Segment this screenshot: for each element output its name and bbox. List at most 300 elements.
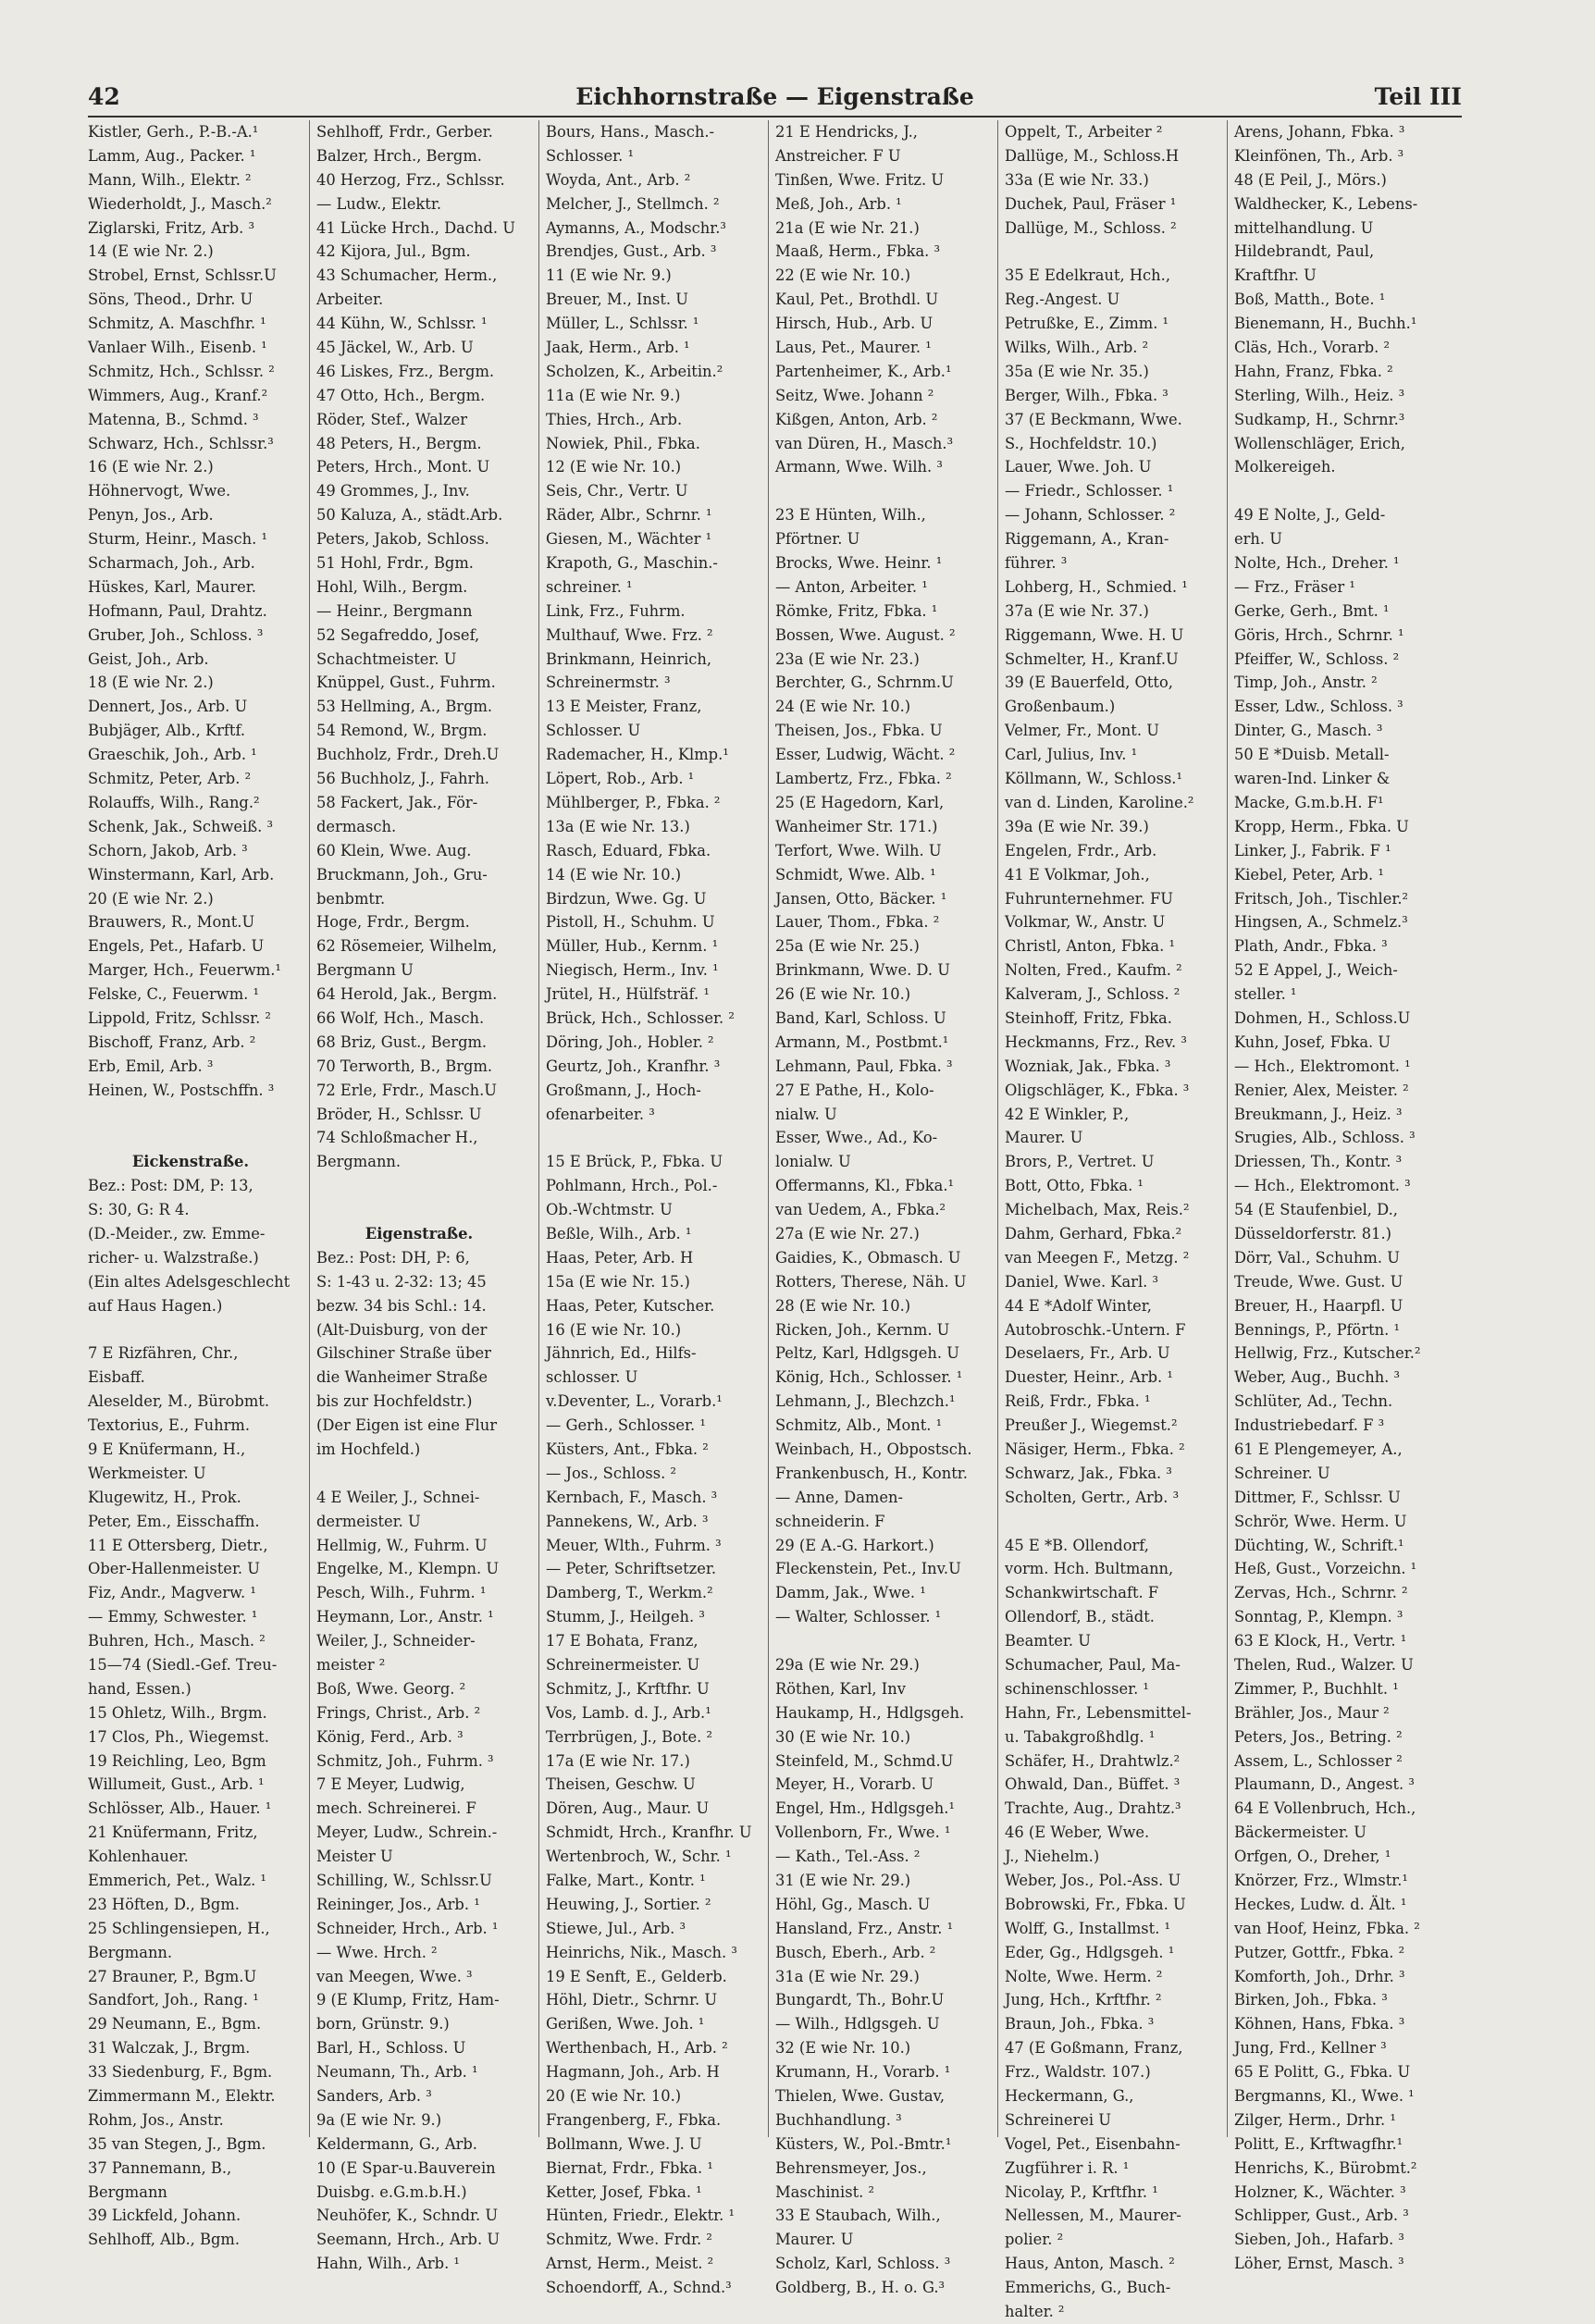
entry-line: Thies, Hrch., Arb. <box>546 410 683 428</box>
entry-line: Terfort, Wwe. Wilh. U <box>775 841 942 859</box>
entry-line: u. Tabakgroßhdlg. ¹ <box>1005 1727 1156 1746</box>
entry-line: Reininger, Jos., Arb. ¹ <box>316 1895 480 1913</box>
entry-line: Haukamp, H., Hdlgsgeh. <box>775 1703 965 1722</box>
entry-line: — Peter, Schriftsetzer. <box>546 1560 717 1578</box>
entry-line <box>1234 479 1440 503</box>
entry-line: schlosser. U <box>546 1368 638 1387</box>
entry-line: nialw. U <box>775 1105 837 1123</box>
entry-line: Buchholz, Frdr., Dreh.U <box>316 746 500 764</box>
entry-line: Mann, Wilh., Elektr. ² <box>88 170 252 189</box>
entry-line: Schankwirtschaft. F <box>1005 1584 1159 1602</box>
entry-line: 14 (E wie Nr. 10.) <box>546 865 682 884</box>
entry-line: Schachtmeister. U <box>316 649 457 668</box>
entry-line: Pesch, Wilh., Fuhrm. ¹ <box>316 1584 487 1602</box>
entry-line: Birdzun, Wwe. Gg. U <box>546 889 707 908</box>
entry-line: Schreinerei U <box>1005 2110 1112 2129</box>
entry-line: Multhauf, Wwe. Frz. ² <box>546 625 713 644</box>
entry-line: Krumann, H., Vorarb. ¹ <box>775 2063 951 2082</box>
entry-line: 48 Peters, H., Bergm. <box>316 434 482 452</box>
entry-line: Rasch, Eduard, Fbka. <box>546 841 711 859</box>
entry-line: Oligschläger, K., Fbka. ³ <box>1005 1081 1190 1099</box>
entry-line: 12 (E wie Nr. 10.) <box>546 458 682 476</box>
entry-line <box>546 1126 751 1150</box>
entry-line: 49 Grommes, J., Inv. <box>316 482 470 501</box>
entry-line: Politt, E., Krftwagfhr.¹ <box>1234 2134 1403 2153</box>
entry-line: Haus, Anton, Masch. ² <box>1005 2255 1175 2273</box>
entry-line: S: 1-43 u. 2-32: 13; 45 <box>316 1272 487 1291</box>
entry-line: Fuhrunternehmer. FU <box>1005 889 1174 908</box>
entry-line: bezw. 34 bis Schl.: 14. <box>316 1296 487 1315</box>
entry-line: 53 Hellming, A., Brgm. <box>316 698 493 716</box>
entry-line: 56 Buchholz, J., Fahrh. <box>316 770 489 788</box>
entry-line: Hahn, Wilh., Arb. ¹ <box>316 2255 460 2273</box>
entry-line: 16 (E wie Nr. 10.) <box>546 1320 682 1339</box>
entry-line: Brinkmann, Heinrich, <box>546 649 712 668</box>
entry-line: Seitz, Wwe. Johann ² <box>775 386 934 404</box>
column-5 <box>1005 120 1210 2321</box>
entry-line: Kuhn, Josef, Fbka. U <box>1234 1032 1391 1051</box>
entry-line: Göris, Hrch., Schrnr. ¹ <box>1234 625 1404 644</box>
entry-line: bis zur Hochfeldstr.) <box>316 1392 473 1411</box>
entry-line: — Hch., Elektromont. ¹ <box>1234 1057 1411 1075</box>
entry-line: Zugführer i. R. ¹ <box>1005 2158 1130 2177</box>
entry-line: Schlipper, Gust., Arb. ³ <box>1234 2207 1409 2225</box>
entry-line: 15a (E wie Nr. 15.) <box>546 1272 690 1291</box>
entry-line: 14 (E wie Nr. 2.) <box>88 242 214 261</box>
entry-line: Löpert, Rob., Arb. ¹ <box>546 770 695 788</box>
entry-line: Räder, Albr., Schrnr. ¹ <box>546 506 712 525</box>
entry-line: 37 (E Beckmann, Wwe. <box>1005 410 1182 428</box>
entry-line: Gerke, Gerh., Bmt. ¹ <box>1234 601 1390 620</box>
entry-line: Laus, Pet., Maurer. ¹ <box>775 339 932 357</box>
entry-line: Partenheimer, K., Arb.¹ <box>775 362 952 380</box>
entry-line: führer. ³ <box>1005 554 1068 573</box>
entry-line: Frankenbusch, H., Kontr. <box>775 1464 968 1482</box>
entry-line: Lehmann, J., Blechzch.¹ <box>775 1392 956 1411</box>
entry-line: Willumeit, Gust., Arb. ¹ <box>88 1775 265 1794</box>
entry-line: Petrußke, E., Zimm. ¹ <box>1005 315 1169 333</box>
page-header <box>88 80 1462 117</box>
entry-line <box>1005 240 1210 264</box>
entry-line: halter. ² <box>1005 2303 1065 2321</box>
entry-line <box>316 1462 522 1486</box>
entry-line: born, Grünstr. 9.) <box>316 2015 450 2034</box>
entry-line: Weinbach, H., Obpostsch. <box>775 1440 972 1458</box>
entry-line: 17 Clos, Ph., Wiegemst. <box>88 1727 269 1746</box>
entry-line: Goldberg, B., H. o. G.³ <box>775 2279 946 2297</box>
entry-line: 62 Rösemeier, Wilhelm, <box>316 937 498 956</box>
entry-line: Frings, Christ., Arb. ² <box>316 1703 481 1722</box>
entry-line <box>88 1126 293 1150</box>
entry-line: 44 Kühn, W., Schlssr. ¹ <box>316 315 488 333</box>
entry-line: 68 Briz, Gust., Bergm. <box>316 1032 488 1051</box>
entry-line: Waldhecker, K., Lebens- <box>1234 194 1418 213</box>
entry-line: Scholzen, K., Arbeitin.² <box>546 362 723 380</box>
entry-line: Küsters, W., Pol.-Bmtr.¹ <box>775 2134 952 2153</box>
entry-line: Haas, Peter, Arb. H <box>546 1248 694 1267</box>
entry-line: 9a (E wie Nr. 9.) <box>316 2110 442 2129</box>
entry-line: Schumacher, Paul, Ma- <box>1005 1656 1181 1674</box>
column-separator <box>309 120 310 2137</box>
entry-line: Sehlhoff, Frdr., Gerber. <box>316 123 493 141</box>
entry-line: im Hochfeld.) <box>316 1440 421 1458</box>
entry-line: Seis, Chr., Vertr. U <box>546 482 688 501</box>
entry-line: Assem, L., Schlosser ² <box>1234 1751 1403 1770</box>
entry-line: Dinter, G., Masch. ³ <box>1234 722 1383 740</box>
entry-line: 46 (E Weber, Wwe. <box>1005 1823 1150 1842</box>
entry-line: Engels, Pet., Hafarb. U <box>88 937 265 956</box>
entry-line: Buchhandlung. ³ <box>775 2110 902 2129</box>
entry-line: Köllmann, W., Schloss.¹ <box>1005 770 1183 788</box>
entry-line: Bergmanns, Kl., Wwe. ¹ <box>1234 2087 1415 2106</box>
entry-line: Schmitz, Hch., Schlssr. ² <box>88 362 275 380</box>
entry-line: Mühlberger, P., Fbka. ² <box>546 793 721 811</box>
entry-line: schinenschlosser. ¹ <box>1005 1679 1149 1698</box>
entry-line: Maschinist. ² <box>775 2182 875 2201</box>
entry-line: Stumm, J., Heilgeh. ³ <box>546 1608 705 1626</box>
entry-line: — Gerh., Schlosser. ¹ <box>546 1416 706 1435</box>
entry-line: Sonntag, P., Klempn. ³ <box>1234 1608 1403 1626</box>
entry-line: 35 van Stegen, J., Bgm. <box>88 2134 266 2153</box>
entry-line: Müller, Hub., Kernm. ¹ <box>546 937 719 956</box>
entry-line: — Johann, Schlosser. ² <box>1005 506 1176 525</box>
entry-line: Brähler, Jos., Maur ² <box>1234 1703 1390 1722</box>
entry-line: 44 E *Adolf Winter, <box>1005 1296 1152 1315</box>
entry-line: Schorn, Jakob, Arb. ³ <box>88 841 248 859</box>
entry-line <box>1005 1510 1210 1534</box>
entry-line: 13 E Meister, Franz, <box>546 698 702 716</box>
header-rule <box>88 116 1462 117</box>
entry-line: Hüskes, Karl, Maurer. <box>88 577 256 596</box>
entry-line: Hansland, Frz., Anstr. ¹ <box>775 1919 954 1937</box>
entry-line: 21 E Hendricks, J., <box>775 123 918 141</box>
entry-line: Melcher, J., Stellmch. ² <box>546 194 720 213</box>
entry-line: 66 Wolf, Hch., Masch. <box>316 1008 485 1027</box>
entry-line: Lippold, Fritz, Schlssr. ² <box>88 1008 271 1027</box>
entry-line: v.Deventer, L., Vorarb.¹ <box>546 1392 723 1411</box>
entry-line: Heymann, Lor., Anstr. ¹ <box>316 1608 494 1626</box>
entry-line: mittelhandlung. U <box>1234 218 1374 237</box>
entry-line: Bischoff, Franz, Arb. ² <box>88 1032 256 1051</box>
entry-line: Schmidt, Hrch., Kranfhr. U <box>546 1823 752 1842</box>
entry-line <box>316 1198 522 1222</box>
entry-line: Pohlmann, Hrch., Pol.- <box>546 1177 718 1195</box>
entry-line: Textorius, E., Fuhrm. <box>88 1416 251 1435</box>
entry-line: Zimmer, P., Buchhlt. ¹ <box>1234 1679 1399 1698</box>
entry-line: Plaumann, D., Angest. ³ <box>1234 1775 1415 1794</box>
entry-line: Falke, Mart., Kontr. ¹ <box>546 1872 706 1890</box>
entry-line: Kernbach, F., Masch. ³ <box>546 1488 718 1506</box>
column-1 <box>88 120 293 2249</box>
entry-line: Boß, Wwe. Georg. ² <box>316 1679 466 1698</box>
entry-line: Engel, Hm., Hdlgsgeh.¹ <box>775 1799 955 1818</box>
entry-line: — Wwe. Hrch. ² <box>316 1943 438 1961</box>
entry-line: 27 E Pathe, H., Kolo- <box>775 1081 934 1099</box>
entry-line: Bäckermeister. U <box>1234 1823 1366 1842</box>
entry-line: Höhl, Dietr., Schrnr. U <box>546 1991 718 2009</box>
entry-line: Kohlenhauer. <box>88 1848 189 1866</box>
entry-line: 10 (E Spar-u.Bauverein <box>316 2158 496 2177</box>
entry-line: 24 (E wie Nr. 10.) <box>775 698 911 716</box>
entry-line: 7 E Rizfähren, Chr., <box>88 1344 239 1363</box>
entry-line: Meyer, Ludw., Schrein.- <box>316 1823 498 1842</box>
entry-line <box>775 479 981 503</box>
entry-line: 31 (E wie Nr. 29.) <box>775 1872 911 1890</box>
entry-line: Dallüge, M., Schloss. ² <box>1005 218 1177 237</box>
entry-line: Fiz, Andr., Magverw. ¹ <box>88 1584 256 1602</box>
entry-line: Meyer, H., Vorarb. U <box>775 1775 934 1794</box>
entry-line: Bubjäger, Alb., Krftf. <box>88 722 246 740</box>
entry-line: Bergmann. <box>316 1153 402 1171</box>
entry-line: Kraftfhr. U <box>1234 266 1317 285</box>
entry-line: 32 (E wie Nr. 10.) <box>775 2039 911 2058</box>
entry-line: Wertenbroch, W., Schr. ¹ <box>546 1848 732 1866</box>
entry-line: lonialw. U <box>775 1153 851 1171</box>
entry-line: Emmerich, Pet., Walz. ¹ <box>88 1872 266 1890</box>
entry-line: Röthen, Karl, Inv <box>775 1679 906 1698</box>
entry-line: 13a (E wie Nr. 13.) <box>546 817 690 835</box>
entry-line: Gilschiner Straße über <box>316 1344 491 1363</box>
entry-line: Bennings, P., Pförtn. ¹ <box>1234 1320 1401 1339</box>
entry-line: Breuer, M., Inst. U <box>546 290 688 309</box>
entry-line: 19 E Senft, E., Gelderb. <box>546 1967 727 1985</box>
entry-line: Band, Karl, Schloss. U <box>775 1008 946 1027</box>
entry-line: Hünten, Friedr., Elektr. ¹ <box>546 2207 736 2225</box>
entry-line: Dallüge, M., Schloss.H <box>1005 146 1180 165</box>
entry-line: 9 (E Klump, Fritz, Ham- <box>316 1991 500 2009</box>
entry-line: Schreiner. U <box>1234 1464 1330 1482</box>
entry-line: Riggemann, Wwe. H. U <box>1005 625 1184 644</box>
entry-line: Schmelter, H., Kranf.U <box>1005 649 1179 668</box>
entry-line: Maaß, Herm., Fbka. ³ <box>775 242 941 261</box>
entry-line: 39 Lickfeld, Johann. <box>88 2207 241 2225</box>
entry-line: Arens, Johann, Fbka. ³ <box>1234 123 1405 141</box>
entry-line: Zilger, Herm., Drhr. ¹ <box>1234 2110 1396 2129</box>
entry-line: Wozniak, Jak., Fbka. ³ <box>1005 1057 1171 1075</box>
entry-line: Schmitz, Joh., Fuhrm. ³ <box>316 1751 494 1770</box>
entry-line: Heckes, Ludw. d. Ält. ¹ <box>1234 1895 1407 1913</box>
entry-line: 29 (E A.-G. Harkort.) <box>775 1536 934 1554</box>
entry-line: Höhnervogt, Wwe. <box>88 482 231 501</box>
entry-line: Carl, Julius, Inv. ¹ <box>1005 746 1138 764</box>
entry-line: (Alt-Duisburg, von der <box>316 1320 488 1339</box>
entry-line: Bez.: Post: DM, P: 13, <box>88 1177 253 1195</box>
entry-line: Bröder, H., Schlssr. U <box>316 1105 482 1123</box>
entry-line: Scholz, Karl, Schloss. ³ <box>775 2255 951 2273</box>
column-separator <box>768 120 769 2137</box>
entry-line: Heinen, W., Postschffn. ³ <box>88 1081 275 1099</box>
entry-line: Duchek, Paul, Fräser ¹ <box>1005 194 1177 213</box>
entry-line: van Hoof, Heinz, Fbka. ² <box>1234 1919 1420 1937</box>
entry-line: Kißgen, Anton, Arb. ² <box>775 410 938 428</box>
entry-line <box>88 1103 293 1127</box>
entry-line: Riggemann, A., Kran- <box>1005 530 1169 549</box>
entry-line: Schenk, Jak., Schweiß. ³ <box>88 817 274 835</box>
entry-line: Trachte, Aug., Drahtz.³ <box>1005 1799 1181 1818</box>
entry-line: Schreinermstr. ³ <box>546 674 671 692</box>
entry-line: Esser, Wwe., Ad., Ko- <box>775 1129 938 1147</box>
entry-line: Armann, M., Postbmt.¹ <box>775 1032 949 1051</box>
entry-line: Geist, Joh., Arb. <box>88 649 209 668</box>
column-4 <box>775 120 981 2297</box>
entry-line: 16 (E wie Nr. 2.) <box>88 458 214 476</box>
entry-line: Scholten, Gertr., Arb. ³ <box>1005 1488 1180 1506</box>
entry-line: Bossen, Wwe. August. ² <box>775 625 956 644</box>
entry-line: Armann, Wwe. Wilh. ³ <box>775 458 943 476</box>
entry-line: Behrensmeyer, Jos., <box>775 2158 927 2177</box>
entry-line: Penyn, Jos., Arb. <box>88 506 214 525</box>
entry-line: Schlosser. ¹ <box>546 146 634 165</box>
entry-line: 63 E Klock, H., Vertr. ¹ <box>1234 1632 1407 1650</box>
entry-line: Hingsen, A., Schmelz.³ <box>1234 913 1408 932</box>
entry-line: Schlosser. U <box>546 722 641 740</box>
entry-line: Renier, Alex, Meister. ² <box>1234 1081 1409 1099</box>
page-title: Eichhornstraße — Eigenstraße <box>575 83 974 110</box>
entry-line: Schoendorff, A., Schnd.³ <box>546 2279 732 2297</box>
entry-line: Keldermann, G., Arb. <box>316 2134 477 2153</box>
entry-line: Sieben, Joh., Hafarb. ³ <box>1234 2231 1404 2249</box>
entry-line: Christl, Anton, Fbka. ¹ <box>1005 937 1175 956</box>
entry-line: mech. Schreinerei. F <box>316 1799 476 1818</box>
entry-line: — Anne, Damen- <box>775 1488 903 1506</box>
entry-line: Felske, C., Feuerwm. ¹ <box>88 985 260 1004</box>
entry-line: 72 Erle, Frdr., Masch.U <box>316 1081 498 1099</box>
entry-line: dermasch. <box>316 817 397 835</box>
entry-line: Rotters, Therese, Näh. U <box>775 1272 967 1291</box>
entry-line: Schilling, W., Schlssr.U <box>316 1872 492 1890</box>
entry-line: Heuwing, J., Sortier. ² <box>546 1895 711 1913</box>
entry-line: 23 Höften, D., Bgm. <box>88 1895 240 1913</box>
entry-line: Giesen, M., Wächter ¹ <box>546 530 712 549</box>
entry-line: 64 E Vollenbruch, Hch., <box>1234 1799 1416 1818</box>
entry-line: Schmitz, J., Krftfhr. U <box>546 1679 710 1698</box>
entry-line: (Ein altes Adelsgeschlecht <box>88 1272 291 1291</box>
entry-line: ofenarbeiter. ³ <box>546 1105 655 1123</box>
entry-line: Molkereigeh. <box>1234 458 1336 476</box>
entry-line: 7 E Meyer, Ludwig, <box>316 1775 465 1794</box>
entry-line <box>775 1629 981 1653</box>
entry-line: Kalveram, J., Schloss. ² <box>1005 985 1181 1004</box>
entry-line: Meß, Joh., Arb. ¹ <box>775 194 902 213</box>
entry-line: Autobroschk.-Untern. F <box>1005 1320 1186 1339</box>
entry-line: 45 E *B. Ollendorf, <box>1005 1536 1149 1554</box>
entry-line: Schmidt, Wwe. Alb. ¹ <box>775 865 936 884</box>
entry-line: Hahn, Fr., Lebensmittel- <box>1005 1703 1192 1722</box>
entry-line: Linker, J., Fabrik. F ¹ <box>1234 841 1391 859</box>
entry-line: 74 Schloßmacher H., <box>316 1129 478 1147</box>
entry-line: 23 E Hünten, Wilh., <box>775 506 926 525</box>
entry-line: Schwarz, Hch., Schlssr.³ <box>88 434 274 452</box>
entry-line: 45 Jäckel, W., Arb. U <box>316 339 474 357</box>
entry-line: Knörzer, Frz., Wlmstr.¹ <box>1234 1872 1408 1890</box>
entry-line: König, Ferd., Arb. ³ <box>316 1727 464 1746</box>
page-number: 42 <box>88 83 120 110</box>
entry-line: Meuer, Wlth., Fuhrm. ³ <box>546 1536 722 1554</box>
entry-line: 50 Kaluza, A., städt.Arb. <box>316 506 503 525</box>
entry-line: Lauer, Wwe. Joh. U <box>1005 458 1152 476</box>
entry-line: Eder, Gg., Hdlgsgeh. ¹ <box>1005 1943 1175 1961</box>
entry-line: Wimmers, Aug., Kranf.² <box>88 386 268 404</box>
entry-line: 15 Ohletz, Wilh., Brgm. <box>88 1703 267 1722</box>
entry-line: Nellessen, M., Maurer- <box>1005 2207 1181 2225</box>
entry-line: richer- u. Walzstraße.) <box>88 1248 259 1267</box>
entry-line: Wiederholdt, J., Masch.² <box>88 194 272 213</box>
entry-line: Weiler, J., Schneider- <box>316 1632 476 1650</box>
entry-line: Timp, Joh., Anstr. ² <box>1234 674 1378 692</box>
entry-line: 27a (E wie Nr. 27.) <box>775 1224 920 1242</box>
entry-line: Kiebel, Peter, Arb. ¹ <box>1234 865 1384 884</box>
entry-line: Maurer. U <box>775 2231 854 2249</box>
entry-line: Dörr, Val., Schuhm. U <box>1234 1248 1400 1267</box>
entry-line: Bruckmann, Joh., Gru- <box>316 865 488 884</box>
entry-line: Werthenbach, H., Arb. ² <box>546 2039 728 2058</box>
entry-line: Ricken, Joh., Kernm. U <box>775 1320 950 1339</box>
entry-line: 54 Remond, W., Brgm. <box>316 722 488 740</box>
entry-line: Velmer, Fr., Mont. U <box>1005 722 1159 740</box>
entry-line: Beamter. U <box>1005 1632 1091 1650</box>
entry-line: hand, Essen.) <box>88 1679 192 1698</box>
entry-line: Duester, Heinr., Arb. ¹ <box>1005 1368 1173 1387</box>
entry-line: Großenbaum.) <box>1005 698 1116 716</box>
entry-line: Berger, Wilh., Fbka. ³ <box>1005 386 1168 404</box>
entry-line: Frz., Waldstr. 107.) <box>1005 2063 1151 2082</box>
entry-line: Döring, Joh., Hobler. ² <box>546 1032 714 1051</box>
entry-line: Strobel, Ernst, Schlssr.U <box>88 266 277 285</box>
entry-line: — Emmy, Schwester. ¹ <box>88 1608 258 1626</box>
entry-line: Hagmann, Joh., Arb. H <box>546 2063 720 2082</box>
entry-line: Neumann, Th., Arb. ¹ <box>316 2063 478 2082</box>
entry-line: van Düren, H., Masch.³ <box>775 434 954 452</box>
entry-line: Rolauffs, Wilh., Rang.² <box>88 793 260 811</box>
entry-line: Nicolay, P., Krftfhr. ¹ <box>1005 2182 1158 2201</box>
entry-line: 27 Brauner, P., Bgm.U <box>88 1967 257 1985</box>
entry-line: meister ² <box>316 1656 386 1674</box>
entry-line: Cläs, Hch., Vorarb. ² <box>1234 339 1391 357</box>
entry-line: Wilks, Wilh., Arb. ² <box>1005 339 1149 357</box>
entry-line: Küsters, Ant., Fbka. ² <box>546 1440 709 1458</box>
entry-line: Schmitz, Peter, Arb. ² <box>88 770 252 788</box>
entry-line: Löher, Ernst, Masch. ³ <box>1234 2255 1404 2273</box>
entry-line: Wolff, G., Installmst. ¹ <box>1005 1919 1171 1937</box>
entry-line: Schmitz, A. Maschfhr. ¹ <box>88 315 266 333</box>
entry-line: — Anton, Arbeiter. ¹ <box>775 577 928 596</box>
entry-line: Peters, Hrch., Mont. U <box>316 458 490 476</box>
entry-line: Komforth, Joh., Drhr. ³ <box>1234 1967 1405 1985</box>
entry-line: Hirsch, Hub., Arb. U <box>775 315 934 333</box>
entry-line: — Friedr., Schlosser. ¹ <box>1005 482 1174 501</box>
entry-line: Schäfer, H., Drahtwlz.² <box>1005 1751 1181 1770</box>
entry-line: Lamm, Aug., Packer. ¹ <box>88 146 256 165</box>
entry-line: 21a (E wie Nr. 21.) <box>775 218 920 237</box>
entry-line: Anstreicher. F U <box>775 146 901 165</box>
entry-line: Pförtner. U <box>775 530 860 549</box>
entry-line: Weber, Aug., Buchh. ³ <box>1234 1368 1401 1387</box>
entry-line: Knüppel, Gust., Fuhrm. <box>316 674 496 692</box>
entry-line: Gruber, Joh., Schloss. ³ <box>88 625 264 644</box>
entry-line: Peltz, Karl, Hdlgsgeh. U <box>775 1344 959 1363</box>
entry-line: — Ludw., Elektr. <box>316 194 442 213</box>
entry-line: Heinrichs, Nik., Masch. ³ <box>546 1943 737 1961</box>
entry-line: Bott, Otto, Fbka. ¹ <box>1005 1177 1144 1195</box>
entry-line: Balzer, Hrch., Bergm. <box>316 146 482 165</box>
entry-line: — Frz., Fräser ¹ <box>1234 577 1355 596</box>
entry-line: Srugies, Alb., Schloss. ³ <box>1234 1129 1416 1147</box>
entry-line: Engelke, M., Klempn. U <box>316 1560 500 1578</box>
entry-line: Brinkmann, Wwe. D. U <box>775 961 950 980</box>
entry-line: Buhren, Hch., Masch. ² <box>88 1632 266 1650</box>
entry-line: 60 Klein, Wwe. Aug. <box>316 841 472 859</box>
entry-line: schreiner. ¹ <box>546 577 633 596</box>
